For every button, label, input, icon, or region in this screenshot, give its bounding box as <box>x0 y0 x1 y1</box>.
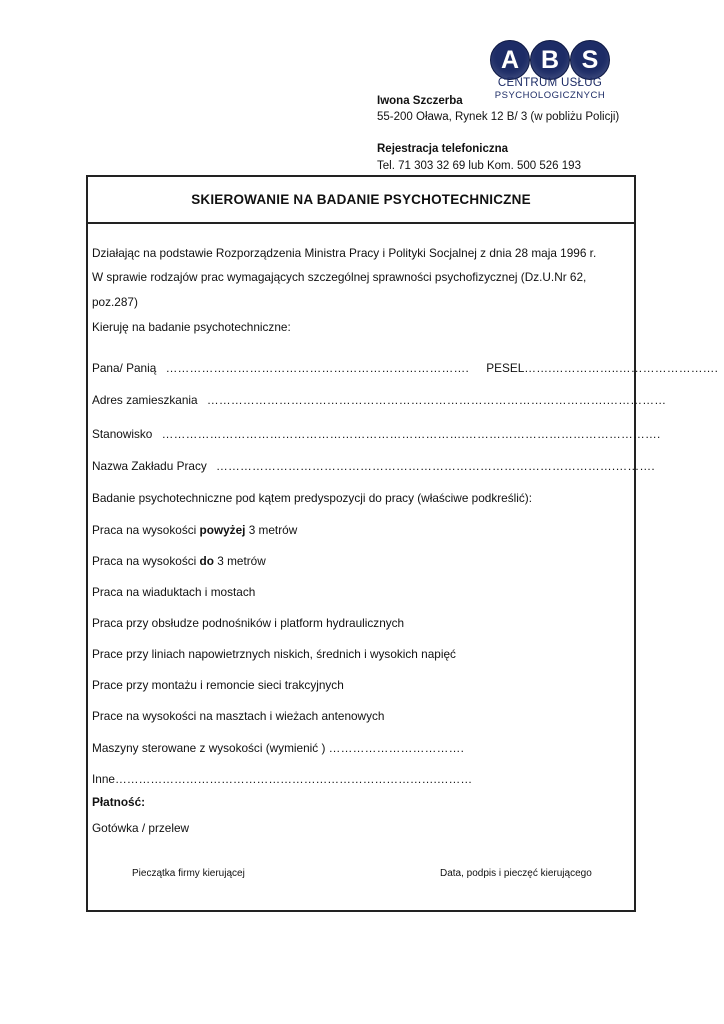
option-viaducts[interactable]: Praca na wiaduktach i mostach <box>92 585 256 599</box>
pesel-field[interactable]: …….……………..……………………. <box>524 361 719 375</box>
company-stamp-label: Pieczątka firmy kierującej <box>132 868 245 879</box>
referral-form <box>86 175 719 912</box>
company-label: Nazwa Zakładu Pracy <box>92 459 207 473</box>
logo-circles <box>490 40 610 80</box>
logo-text-line2: PSYCHOLOGICZNYCH <box>494 90 606 101</box>
other-field[interactable]: Inne……………………………………………………………………….……… <box>92 772 473 786</box>
contact-registration-label: Rejestracja telefoniczna <box>377 143 509 155</box>
address-label: Adres zamieszkania <box>92 393 198 407</box>
payment-label: Płatność: <box>92 795 146 809</box>
logo-letter-s: S <box>570 40 610 80</box>
contact-phone: Tel. 71 303 32 69 lub Kom. 500 526 193 <box>377 160 581 172</box>
option-machines[interactable]: Maszyny sterowane z wysokości (wymienić ) <box>92 741 326 755</box>
logo-letter-a: A <box>490 40 530 80</box>
company-field[interactable]: ……………………………………………………………………………………….………. <box>216 459 655 473</box>
option-traction[interactable]: Prace przy montażu i remoncie sieci trakcyjnych <box>92 678 344 692</box>
option-up-to-3m[interactable]: Praca na wysokości do 3 metrów <box>92 554 266 568</box>
exam-intro: Badanie psychotechniczne pod kątem predyspozycji do pracy (właściwe podkreślić): <box>92 491 532 505</box>
position-label: Stanowisko <box>92 427 153 441</box>
form-title: SKIEROWANIE NA BADANIE PSYCHOTECHNICZNE <box>88 177 634 224</box>
payment-options[interactable]: Gotówka / przelew <box>92 821 190 835</box>
signature-label: Data, podpis i pieczęć kierującego <box>440 868 592 879</box>
contact-name: Iwona Szczerba <box>377 95 463 107</box>
option-power-lines[interactable]: Prace przy liniach napowietrznych niskich, średnich i wysokich napięć <box>92 647 456 661</box>
address-field[interactable]: ……………………………………………………………………………………….…………… <box>206 393 667 407</box>
option-lifts[interactable]: Praca przy obsłudze podnośników i platform hydraulicznych <box>92 616 405 630</box>
option-machines-row <box>92 741 464 755</box>
intro-line-2: W sprawie rodzajów prac wymagających szczególnej sprawności psychofizycznej (Dz.U.Nr 62, <box>92 270 587 284</box>
contact-address: 55-200 Oława, Rynek 12 B/ 3 (w pobliżu Policji) <box>377 111 620 123</box>
address-field-row <box>92 393 666 407</box>
position-field-row <box>92 427 660 441</box>
company-field-row <box>92 459 655 473</box>
logo-text-line1: CENTRUM USŁUG <box>497 77 603 89</box>
position-field[interactable]: ………………………………………………………………….…………………………………………. <box>161 427 661 441</box>
intro-line-4: Kieruję na badanie psychotechniczne: <box>92 320 291 334</box>
logo-letter-b: B <box>530 40 570 80</box>
option-masts[interactable]: Prace na wysokości na masztach i wieżach antenowych <box>92 709 385 723</box>
intro-line-1: Działając na podstawie Rozporządzenia Ministra Pracy i Polityki Socjalnej z dnia 28 maja 1996 r. <box>92 246 597 260</box>
pesel-label: PESEL <box>486 361 525 375</box>
intro-line-3: poz.287) <box>92 295 138 309</box>
person-field-row <box>92 361 718 375</box>
person-field[interactable]: …………………………………………………………………. <box>165 361 469 375</box>
option-above-3m[interactable]: Praca na wysokości powyżej 3 metrów <box>92 523 298 537</box>
person-label: Pana/ Panią <box>92 361 157 375</box>
machines-field[interactable]: ……………………………. <box>328 741 465 755</box>
abs-logo <box>488 40 612 104</box>
